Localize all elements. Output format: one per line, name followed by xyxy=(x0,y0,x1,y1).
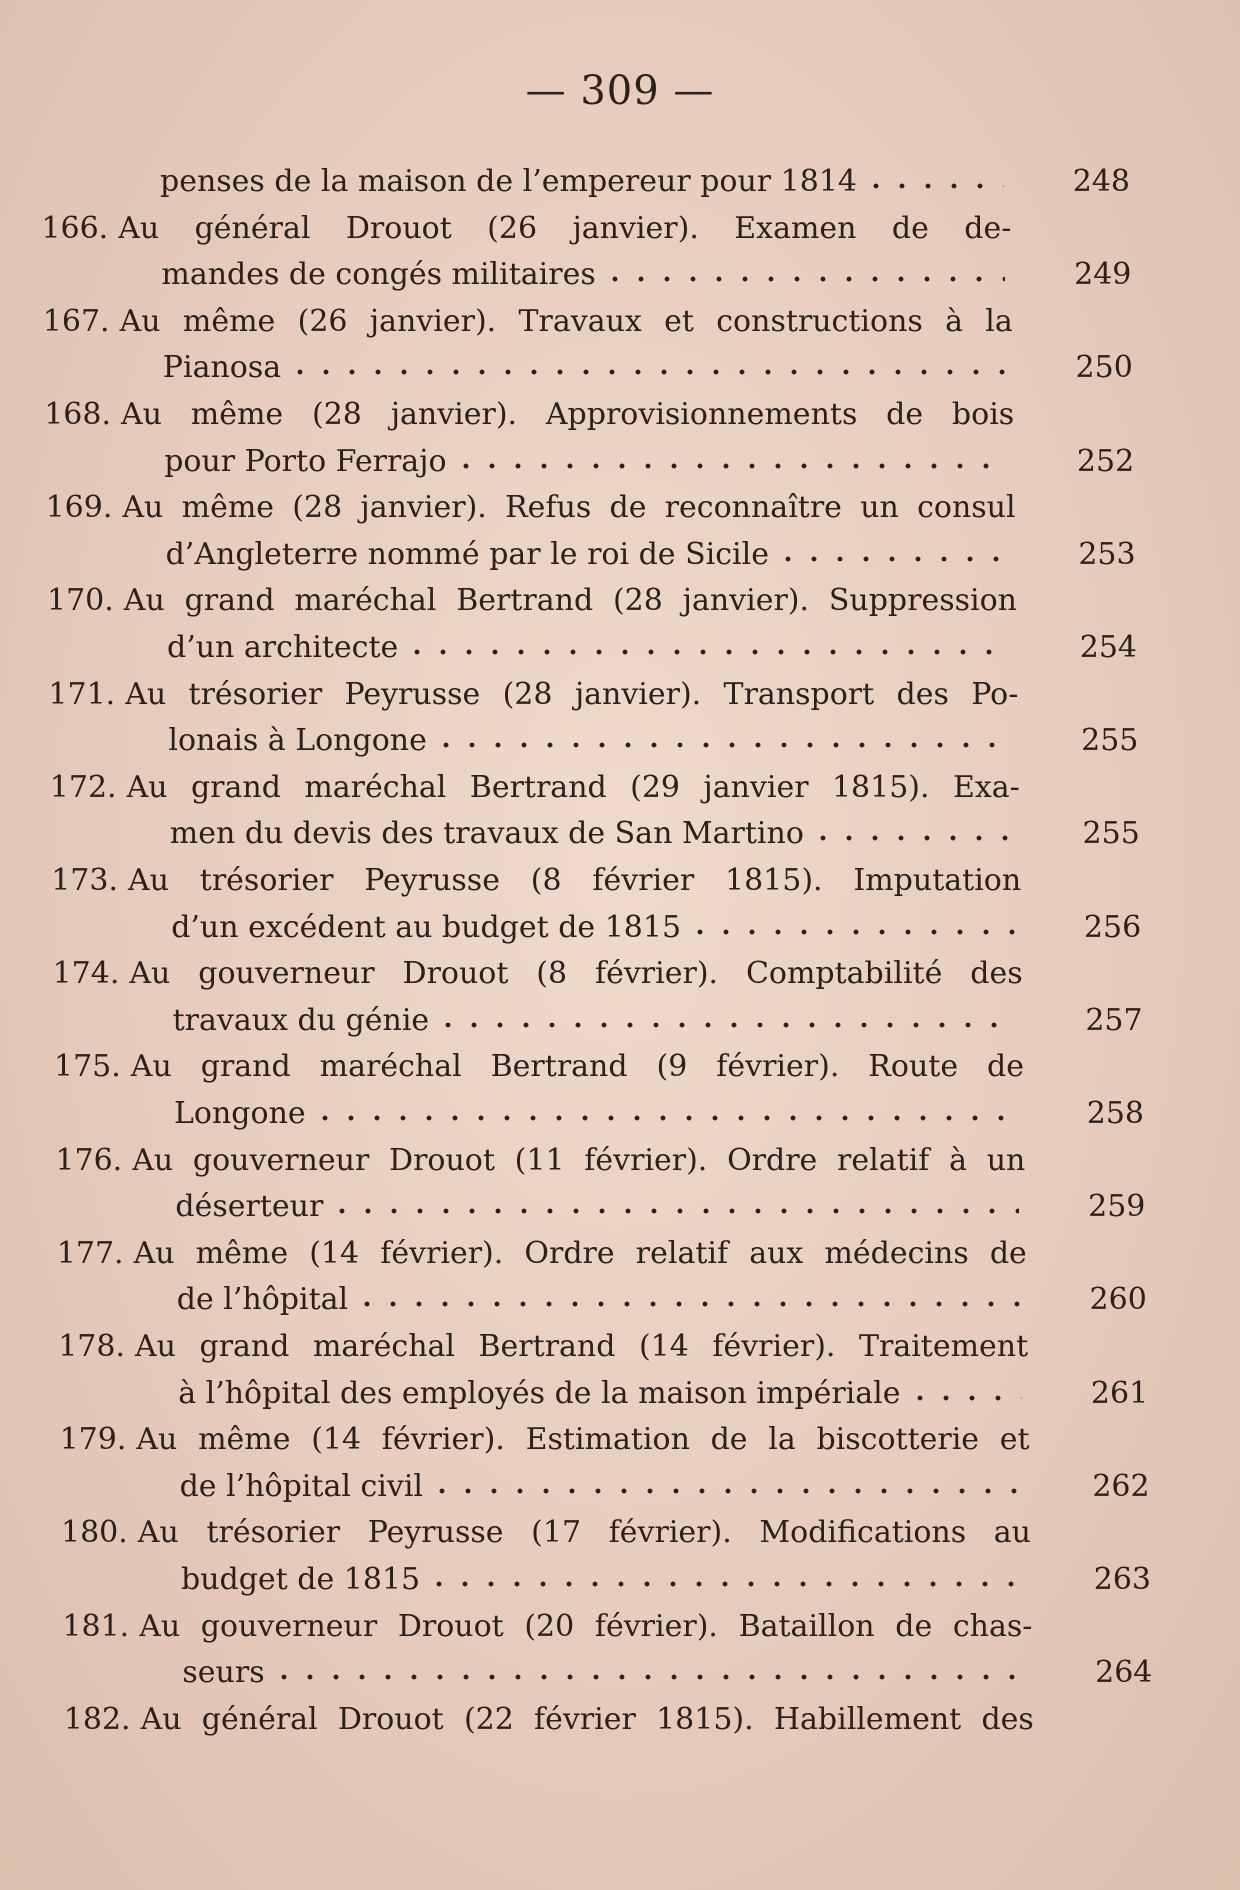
toc-entry xyxy=(48,673,1018,717)
leader-dots xyxy=(429,1485,1024,1497)
entry-number: 176. xyxy=(55,1142,123,1178)
entry-text-continued: déserteur xyxy=(175,1189,324,1225)
entry-number: 167. xyxy=(42,303,110,339)
toc-entry xyxy=(46,486,1016,530)
toc-entry-continuation xyxy=(180,1465,1030,1509)
toc-entry xyxy=(53,952,1023,996)
toc-entry-continuation xyxy=(173,999,1023,1043)
page-ref: 261 xyxy=(1090,1375,1149,1411)
page-ref: 252 xyxy=(1076,443,1135,479)
entry-number: 181. xyxy=(62,1608,130,1644)
entry-text: Au même (28 janvier). Refus de reconnaître un consul xyxy=(122,490,1016,526)
page-ref: 255 xyxy=(1082,816,1140,852)
toc-entry-continuation xyxy=(181,1558,1031,1602)
entry-number: 172. xyxy=(49,769,117,805)
entry-number: 174. xyxy=(52,956,120,992)
entry-number: 173. xyxy=(51,863,118,898)
toc-entry-continuation xyxy=(166,533,1016,577)
entry-text-continued: d’un architecte xyxy=(167,630,399,665)
entry-text: Au gouverneur Drouot (8 février). Comptabilité des xyxy=(129,956,1023,992)
page-ref: 257 xyxy=(1085,1002,1143,1038)
toc-entry-continuation xyxy=(178,1372,1028,1416)
toc-entry-continuation xyxy=(170,812,1020,856)
leader-dots xyxy=(404,646,1011,658)
page-ref: 259 xyxy=(1088,1189,1146,1225)
page-ref: 262 xyxy=(1092,1468,1150,1504)
entry-text: Au gouverneur Drouot (11 février). Ordre relatif à un xyxy=(132,1142,1026,1178)
leader-dots xyxy=(810,832,1014,844)
entry-text: Au grand maréchal Bertrand (29 janvier 1815). Exa- xyxy=(126,769,1020,805)
page-ref: 248 xyxy=(1072,164,1130,199)
entry-text-continued: men du devis des travaux de San Martino xyxy=(169,816,804,852)
entry-number: 179. xyxy=(59,1422,127,1458)
leader-dots xyxy=(687,926,1015,938)
toc-entry xyxy=(51,859,1021,903)
entry-number: 169. xyxy=(45,490,113,526)
toc-entry xyxy=(43,300,1013,344)
entry-text: Au même (14 février). Ordre relatif aux médecins de xyxy=(133,1235,1027,1271)
entry-text-continued: pour Porto Ferrajo xyxy=(164,443,447,479)
toc-entry-continuation xyxy=(168,719,1018,763)
entry-text: Au même (14 février). Estimation de la biscotterie et xyxy=(136,1422,1030,1458)
toc-entry xyxy=(62,1605,1032,1649)
page-ref: 250 xyxy=(1075,350,1133,386)
entry-text-continued: mandes de congés militaires xyxy=(161,257,596,293)
entry-text: Au général Drouot (22 février 1815). Habillement des xyxy=(140,1701,1034,1737)
entry-text-continued: d’un excédent au budget de 1815 xyxy=(171,909,682,945)
entry-text-continued: Longone xyxy=(174,1096,306,1131)
leader-dots xyxy=(602,273,1006,285)
toc-entry-continuation xyxy=(171,906,1021,950)
page-number: — 309 — xyxy=(525,68,715,114)
toc-entry-continuation xyxy=(182,1651,1032,1695)
page-ref: 263 xyxy=(1093,1562,1151,1597)
entry-text: penses de la maison de l’empereur pour 1814 xyxy=(160,164,858,199)
toc-entry xyxy=(41,207,1011,251)
toc-entry-continuation xyxy=(175,1185,1025,1229)
leader-dots xyxy=(775,553,1010,565)
leader-dots xyxy=(433,739,1013,751)
leader-dots xyxy=(271,1671,1027,1683)
leader-dots xyxy=(329,1205,1019,1217)
toc-entry xyxy=(160,160,1010,204)
entry-text: Au trésorier Peyrusse (28 janvier). Transport des Po- xyxy=(125,676,1019,712)
toc-entry xyxy=(47,579,1017,623)
entry-text: Au trésorier Peyrusse (8 février 1815). Imputation xyxy=(127,863,1022,898)
toc-entry xyxy=(57,1232,1027,1276)
entry-number: 178. xyxy=(58,1329,125,1364)
page-ref: 260 xyxy=(1089,1282,1147,1318)
entry-number: 171. xyxy=(48,676,116,712)
leader-dots xyxy=(426,1578,1025,1590)
toc-entry-continuation xyxy=(163,346,1013,390)
page-ref: 253 xyxy=(1078,536,1136,572)
entry-text-continued: de l’hôpital xyxy=(176,1282,349,1318)
entry-text-continued: travaux du génie xyxy=(172,1002,430,1038)
entry-number: 166. xyxy=(41,210,109,246)
toc-entry-continuation xyxy=(167,626,1017,670)
entry-text: Au général Drouot (26 janvier). Examen de de- xyxy=(118,210,1012,246)
entry-text-continued: à l’hôpital des employés de la maison impériale xyxy=(178,1375,901,1411)
entry-number: 170. xyxy=(47,583,114,619)
toc-entry-continuation xyxy=(164,440,1014,484)
entry-text: Au même (28 janvier). Approvisionnements de bois xyxy=(120,397,1015,432)
page-ref: 255 xyxy=(1081,723,1139,759)
leader-dots xyxy=(287,366,1007,378)
leader-dots xyxy=(435,1019,1016,1031)
page-ref: 256 xyxy=(1083,909,1142,945)
entry-number: 177. xyxy=(56,1235,124,1271)
toc-entry xyxy=(55,1139,1025,1183)
page-ref: 254 xyxy=(1079,630,1137,665)
leader-dots xyxy=(354,1298,1021,1310)
entry-text: Au grand maréchal Bertrand (14 février). Traitement xyxy=(134,1329,1029,1364)
toc-entry xyxy=(64,1698,1034,1742)
entry-number: 180. xyxy=(61,1515,128,1551)
page-ref: 258 xyxy=(1086,1096,1144,1131)
leader-dots xyxy=(312,1112,1018,1124)
entry-text-continued: de l’hôpital civil xyxy=(179,1468,424,1504)
entry-number: 175. xyxy=(54,1049,121,1085)
toc-entry xyxy=(60,1418,1030,1462)
entry-text-continued: lonais à Longone xyxy=(168,723,427,759)
toc-entry xyxy=(61,1511,1031,1555)
entry-text-continued: Pianosa xyxy=(162,350,282,386)
entry-text-continued: budget de 1815 xyxy=(181,1562,421,1597)
toc-entry xyxy=(50,766,1020,810)
toc-entry xyxy=(58,1325,1028,1369)
entry-number: 182. xyxy=(63,1701,131,1737)
entry-text-continued: seurs xyxy=(182,1655,265,1691)
entry-text: Au gouverneur Drouot (20 février). Bataillon de chas- xyxy=(139,1608,1033,1644)
entry-number: 168. xyxy=(44,397,111,432)
toc-entry-continuation xyxy=(161,253,1011,297)
entry-text: Au trésorier Peyrusse (17 février). Modifications au xyxy=(137,1515,1031,1551)
toc-entry xyxy=(44,393,1014,437)
leader-dots xyxy=(907,1392,1023,1404)
page-ref: 264 xyxy=(1095,1655,1153,1691)
leader-dots xyxy=(863,180,1004,192)
toc-entry xyxy=(54,1045,1024,1089)
entry-text-continued: d’Angleterre nommé par le roi de Sicile xyxy=(165,536,769,572)
entry-text: Au grand maréchal Bertrand (28 janvier). Suppression xyxy=(123,583,1017,619)
toc-entry-continuation xyxy=(174,1092,1024,1136)
toc-entry-continuation xyxy=(177,1278,1027,1322)
leader-dots xyxy=(453,460,1009,472)
entry-text: Au même (26 janvier). Travaux et constructions à la xyxy=(119,303,1013,339)
page-ref: 249 xyxy=(1074,257,1132,293)
entry-text: Au grand maréchal Bertrand (9 février). Route de xyxy=(130,1049,1024,1085)
